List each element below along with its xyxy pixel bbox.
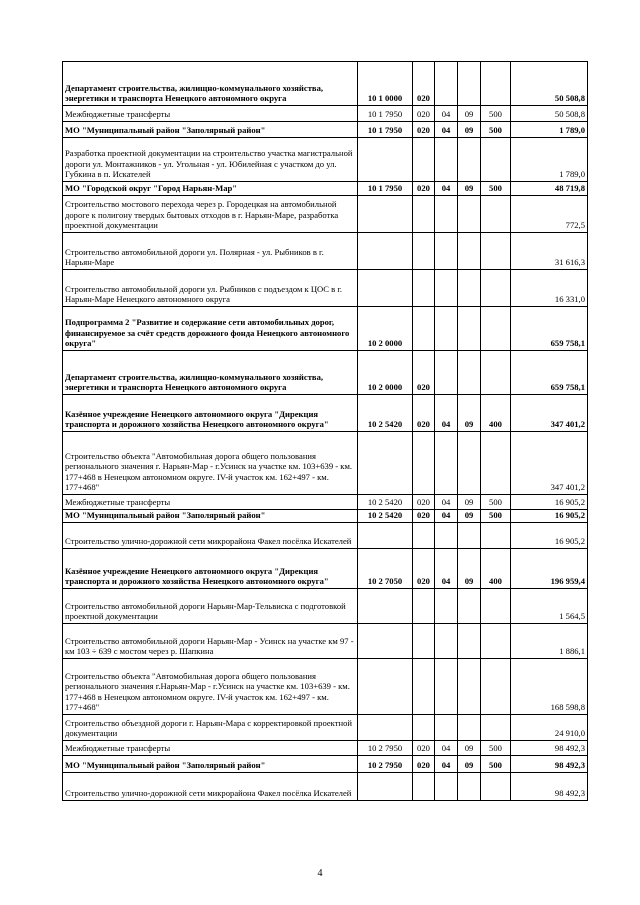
sum-cell: 50 508,8 <box>511 62 588 106</box>
ministry-code-cell <box>413 432 435 495</box>
budget-table <box>62 61 588 801</box>
name-cell: Межбюджетные трансферты <box>63 495 358 510</box>
section-cell <box>435 138 458 182</box>
sum-cell: 98 492,3 <box>511 756 588 773</box>
table-row <box>63 106 588 122</box>
ministry-code-cell: 020 <box>413 756 435 773</box>
name-cell: МО "Муниципальный район "Заполярный район" <box>63 510 358 523</box>
name-cell: Строительство мостового перехода через р. Городецкая на автомобильной дороге к полигону твердых бытовых отходов в г. Нарьян-Маре, разработка проектной документации <box>63 196 358 233</box>
target-code-cell <box>358 624 413 659</box>
name-cell: Строительство автомобильной дороги Нарьян-Мар-Тельвиска с подготовкой проектной документации <box>63 589 358 624</box>
expense-type-cell: 500 <box>481 495 511 510</box>
ministry-code-cell: 020 <box>413 122 435 138</box>
expense-type-cell <box>481 138 511 182</box>
sum-cell: 659 758,1 <box>511 307 588 351</box>
ministry-code-cell: 020 <box>413 62 435 106</box>
expense-type-cell <box>481 270 511 307</box>
ministry-code-cell <box>413 715 435 741</box>
sum-cell: 48 719,8 <box>511 182 588 196</box>
target-code-cell <box>358 523 413 549</box>
sum-cell: 1 564,5 <box>511 589 588 624</box>
target-code-cell <box>358 773 413 801</box>
table-row <box>63 122 588 138</box>
section-cell <box>435 196 458 233</box>
name-cell: Департамент строительства, жилищно-коммунального хозяйства, энергетики и транспорта Ненецкого автономного округа <box>63 62 358 106</box>
table-row <box>63 756 588 773</box>
sum-cell: 1 789,0 <box>511 122 588 138</box>
name-cell: Казённое учреждение Ненецкого автономного округа "Дирекция транспорта и дорожного хозяйства Ненецкого автономного округа" <box>63 395 358 432</box>
name-cell: Разработка проектной документации на строительство участка магистральной дороги ул. Монтажников - ул. Угольная - ул. Юбилейная с участком до ул. Губкина в п. Искателей <box>63 138 358 182</box>
expense-type-cell: 400 <box>481 549 511 589</box>
target-code-cell <box>358 270 413 307</box>
name-cell: Департамент строительства, жилищно-коммунального хозяйства, энергетики и транспорта Ненецкого автономного округа <box>63 351 358 395</box>
section-cell <box>435 523 458 549</box>
section-cell <box>435 715 458 741</box>
name-cell: Строительство автомобильной дороги ул. Рыбников с подъездом к ЦОС в г. Нарьян-Маре Ненецкого автономного округа <box>63 270 358 307</box>
table-row <box>63 307 588 351</box>
table-row <box>63 773 588 801</box>
table-row <box>63 510 588 523</box>
section-cell <box>435 432 458 495</box>
subsection-cell <box>458 270 481 307</box>
expense-type-cell <box>481 523 511 549</box>
section-cell: 04 <box>435 549 458 589</box>
section-cell: 04 <box>435 510 458 523</box>
sum-cell: 16 905,2 <box>511 495 588 510</box>
ministry-code-cell: 020 <box>413 495 435 510</box>
subsection-cell: 09 <box>458 549 481 589</box>
name-cell: Строительство автомобильной дороги ул. Полярная - ул. Рыбников в г. Нарьян-Маре <box>63 233 358 270</box>
section-cell <box>435 589 458 624</box>
expense-type-cell: 500 <box>481 741 511 756</box>
sum-cell: 1 886,1 <box>511 624 588 659</box>
table-body <box>63 62 588 801</box>
table-row <box>63 395 588 432</box>
ministry-code-cell <box>413 307 435 351</box>
expense-type-cell <box>481 773 511 801</box>
section-cell: 04 <box>435 182 458 196</box>
subsection-cell: 09 <box>458 122 481 138</box>
ministry-code-cell: 020 <box>413 510 435 523</box>
ministry-code-cell <box>413 773 435 801</box>
sum-cell: 16 905,2 <box>511 523 588 549</box>
sum-cell: 659 758,1 <box>511 351 588 395</box>
target-code-cell <box>358 432 413 495</box>
subsection-cell <box>458 138 481 182</box>
section-cell <box>435 270 458 307</box>
target-code-cell: 10 1 7950 <box>358 122 413 138</box>
table-row <box>63 138 588 182</box>
section-cell <box>435 62 458 106</box>
sum-cell: 772,5 <box>511 196 588 233</box>
expense-type-cell <box>481 432 511 495</box>
target-code-cell <box>358 715 413 741</box>
target-code-cell: 10 2 7950 <box>358 741 413 756</box>
section-cell <box>435 351 458 395</box>
ministry-code-cell <box>413 589 435 624</box>
table-row <box>63 659 588 715</box>
table-row <box>63 233 588 270</box>
subsection-cell <box>458 196 481 233</box>
target-code-cell <box>358 196 413 233</box>
table-row <box>63 62 588 106</box>
table-row <box>63 715 588 741</box>
ministry-code-cell: 020 <box>413 395 435 432</box>
page-number: 4 <box>317 868 323 879</box>
target-code-cell: 10 2 7950 <box>358 756 413 773</box>
section-cell <box>435 307 458 351</box>
sum-cell: 98 492,3 <box>511 773 588 801</box>
subsection-cell <box>458 62 481 106</box>
subsection-cell: 09 <box>458 106 481 122</box>
ministry-code-cell: 020 <box>413 351 435 395</box>
table-row <box>63 432 588 495</box>
sum-cell: 16 905,2 <box>511 510 588 523</box>
table-row <box>63 741 588 756</box>
sum-cell: 196 959,4 <box>511 549 588 589</box>
target-code-cell: 10 2 5420 <box>358 495 413 510</box>
subsection-cell: 09 <box>458 741 481 756</box>
section-cell <box>435 233 458 270</box>
table-row <box>63 196 588 233</box>
name-cell: Межбюджетные трансферты <box>63 106 358 122</box>
section-cell: 04 <box>435 395 458 432</box>
section-cell: 04 <box>435 756 458 773</box>
target-code-cell <box>358 659 413 715</box>
name-cell: Строительство автомобильной дороги Нарьян-Мар - Усинск на участке км 97 - км 103 ÷ 639 с мостом через р. Шапкина <box>63 624 358 659</box>
name-cell: Строительство объекта "Автомобильная дорога общего пользования регионального значения г. Нарьян-Мар - г.Усинск на участке км. 103+639 - км. 177+468 в Ненецком автономном округе. IV-й участок км. 162+497 - км. 177+468" <box>63 432 358 495</box>
ministry-code-cell <box>413 270 435 307</box>
subsection-cell: 09 <box>458 510 481 523</box>
subsection-cell <box>458 233 481 270</box>
subsection-cell <box>458 307 481 351</box>
section-cell: 04 <box>435 122 458 138</box>
subsection-cell <box>458 624 481 659</box>
name-cell: МО "Муниципальный район "Заполярный район" <box>63 122 358 138</box>
expense-type-cell <box>481 589 511 624</box>
subsection-cell <box>458 351 481 395</box>
expense-type-cell <box>481 624 511 659</box>
section-cell: 04 <box>435 106 458 122</box>
sum-cell: 24 910,0 <box>511 715 588 741</box>
target-code-cell: 10 2 0000 <box>358 307 413 351</box>
subsection-cell <box>458 715 481 741</box>
table-row <box>63 624 588 659</box>
sum-cell: 98 492,3 <box>511 741 588 756</box>
ministry-code-cell <box>413 624 435 659</box>
name-cell: Подпрограмма 2 "Развитие и содержание сети автомобильных дорог, финансируемое за счёт средств дорожного фонда Ненецкого автономного округа" <box>63 307 358 351</box>
section-cell <box>435 624 458 659</box>
name-cell: Строительство улично-дорожной сети микрорайона Факел посёлка Искателей <box>63 523 358 549</box>
name-cell: Казённое учреждение Ненецкого автономного округа "Дирекция транспорта и дорожного хозяйства Ненецкого автономного округа" <box>63 549 358 589</box>
name-cell: Строительство объездной дороги г. Нарьян-Мара с корректировкой проектной документации <box>63 715 358 741</box>
name-cell: МО "Городской округ "Город Нарьян-Мар" <box>63 182 358 196</box>
sum-cell: 50 508,8 <box>511 106 588 122</box>
ministry-code-cell: 020 <box>413 106 435 122</box>
table-row <box>63 523 588 549</box>
target-code-cell: 10 1 0000 <box>358 62 413 106</box>
subsection-cell: 09 <box>458 495 481 510</box>
ministry-code-cell <box>413 523 435 549</box>
subsection-cell <box>458 523 481 549</box>
table-row <box>63 589 588 624</box>
expense-type-cell: 500 <box>481 756 511 773</box>
target-code-cell <box>358 233 413 270</box>
expense-type-cell <box>481 196 511 233</box>
subsection-cell: 09 <box>458 395 481 432</box>
expense-type-cell <box>481 715 511 741</box>
target-code-cell: 10 2 0000 <box>358 351 413 395</box>
table-row <box>63 270 588 307</box>
subsection-cell: 09 <box>458 182 481 196</box>
section-cell <box>435 773 458 801</box>
target-code-cell: 10 2 5420 <box>358 395 413 432</box>
ministry-code-cell <box>413 138 435 182</box>
expense-type-cell: 500 <box>481 510 511 523</box>
sum-cell: 168 598,8 <box>511 659 588 715</box>
table-row <box>63 182 588 196</box>
sum-cell: 16 331,0 <box>511 270 588 307</box>
subsection-cell: 09 <box>458 756 481 773</box>
name-cell: Межбюджетные трансферты <box>63 741 358 756</box>
target-code-cell <box>358 589 413 624</box>
ministry-code-cell <box>413 196 435 233</box>
target-code-cell: 10 2 5420 <box>358 510 413 523</box>
target-code-cell <box>358 138 413 182</box>
target-code-cell: 10 1 7950 <box>358 106 413 122</box>
expense-type-cell <box>481 659 511 715</box>
name-cell: МО "Муниципальный район "Заполярный район" <box>63 756 358 773</box>
sum-cell: 347 401,2 <box>511 395 588 432</box>
name-cell: Строительство объекта "Автомобильная дорога общего пользования регионального значения г.Нарьян-Мар - г.Усинск на участке км. 103+639 - км. 177+468 в Ненецком автономном округе. IV-й участок км. 162+497 - км. 177+468" <box>63 659 358 715</box>
ministry-code-cell: 020 <box>413 741 435 756</box>
expense-type-cell <box>481 62 511 106</box>
subsection-cell <box>458 589 481 624</box>
ministry-code-cell: 020 <box>413 182 435 196</box>
table-row <box>63 549 588 589</box>
ministry-code-cell <box>413 233 435 270</box>
name-cell: Строительство улично-дорожной сети микрорайона Факел посёлка Искателей <box>63 773 358 801</box>
table-row <box>63 351 588 395</box>
expense-type-cell <box>481 233 511 270</box>
section-cell <box>435 659 458 715</box>
expense-type-cell <box>481 307 511 351</box>
sum-cell: 1 789,0 <box>511 138 588 182</box>
sum-cell: 347 401,2 <box>511 432 588 495</box>
expense-type-cell: 500 <box>481 106 511 122</box>
expense-type-cell: 400 <box>481 395 511 432</box>
target-code-cell: 10 1 7950 <box>358 182 413 196</box>
subsection-cell <box>458 432 481 495</box>
target-code-cell: 10 2 7050 <box>358 549 413 589</box>
ministry-code-cell: 020 <box>413 549 435 589</box>
section-cell: 04 <box>435 741 458 756</box>
expense-type-cell: 500 <box>481 122 511 138</box>
table-row <box>63 495 588 510</box>
ministry-code-cell <box>413 659 435 715</box>
subsection-cell <box>458 659 481 715</box>
expense-type-cell <box>481 351 511 395</box>
expense-type-cell: 500 <box>481 182 511 196</box>
section-cell: 04 <box>435 495 458 510</box>
subsection-cell <box>458 773 481 801</box>
sum-cell: 31 616,3 <box>511 233 588 270</box>
